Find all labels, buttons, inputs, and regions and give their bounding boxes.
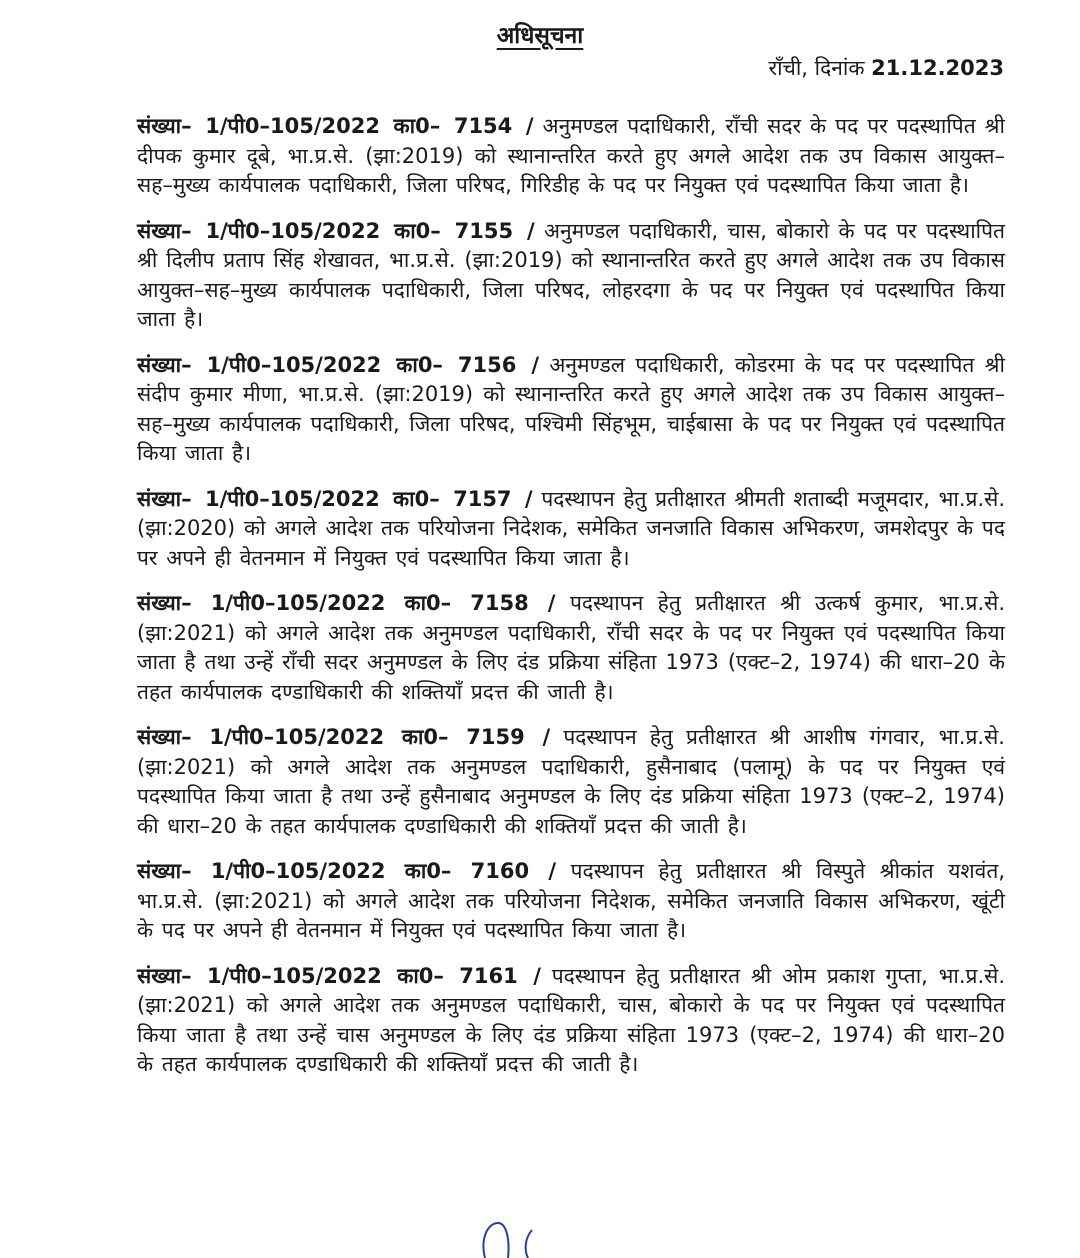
order-text: पदस्थापन हेतु प्रतीक्षारत श्रीमती शताब्दी मजूमदार, भा.प्र.से. (झा:2020) को अगले आदेश तक परियोजना निदेशक, समेकित जनजाति विकास अभिकरण, जमशेदपुर के पद पर अपने ही वेतनमान में नियुक्त एवं पदस्थापित किया जाता है।: [137, 486, 1005, 570]
order-paragraph: [137, 485, 1005, 574]
order-text: अनुमण्डल पदाधिकारी, राँची सदर के पद पर पदस्थापित श्री दीपक कुमार दूबे, भा.प्र.से. (झा:2019) को स्थानान्तरित करते हुए अगले आदेश तक उप विकास आयुक्त–सह–मुख्य कार्यपालक पदाधिकारी, जिला परिषद, गिरिडीह के पद पर नियुक्त एवं पदस्थापित किया जाता है।: [137, 114, 1005, 197]
order-reference: संख्या– 1/पी0–105/2022 का0– 7155 /: [137, 218, 535, 243]
order-text: अनुमण्डल पदाधिकारी, चास, बोकारो के पद पर पदस्थापित श्री दिलीप प्रताप सिंह शेखावत, भा.प्र.से. (झा:2019) को स्थानान्तरित करते हुए अगले आदेश तक उप विकास आयुक्त–सह–मुख्य कार्यपालक पदाधिकारी, जिला परिषद, लोहरदगा के पद पर नियुक्त एवं पदस्थापित किया जाता है।: [137, 218, 1005, 331]
order-reference: संख्या– 1/पी0–105/2022 का0– 7159 /: [137, 725, 551, 749]
order-paragraph: [137, 217, 1005, 335]
order-text: अनुमण्डल पदाधिकारी, कोडरमा के पद पर पदस्थापित श्री संदीप कुमार मीणा, भा.प्र.से. (झा:2019) को स्थानान्तरित करते हुए अगले आदेश तक उप विकास आयुक्त–सह–मुख्य कार्यपालक पदाधिकारी, जिला परिषद, पश्चिमी सिंहभूम, चाईबासा के पद पर नियुक्त एवं पदस्थापित किया जाता है।: [137, 352, 1005, 465]
order-reference: संख्या– 1/पी0–105/2022 का0– 7157 /: [137, 486, 533, 511]
order-text: पदस्थापन हेतु प्रतीक्षारत श्री ओम प्रकाश गुप्ता, भा.प्र.से. (झा:2021) को अगले आदेश तक अनुमण्डल पदाधिकारी, चास, बोकारो के पद पर नियुक्त एवं पदस्थापित किया जाता है तथा उन्हें चास अनुमण्डल के लिए दंड प्रक्रिया संहिता 1973 (एक्ट–2, 1974) की धारा–20 के तहत कार्यपालक दण्डाधिकारी की शक्तियाँ प्रदत्त की जाती है।: [137, 963, 1006, 1076]
order-paragraph: [137, 589, 1005, 707]
order-reference: संख्या– 1/पी0–105/2022 का0– 7158 /: [137, 591, 556, 615]
date: 21.12.2023: [871, 56, 1004, 80]
order-text: पदस्थापन हेतु प्रतीक्षारत श्री आशीष गंगवार, भा.प्र.से. (झा:2021) को अगले आदेश तक अनुमण्डल पदाधिकारी, हुसैनाबाद (पलामू) के पद पर नियुक्त एवं पदस्थापित किया जाता है तथा उन्हें हुसैनाबाद अनुमण्डल के लिए दंड प्रक्रिया संहिता 1973 (एक्ट–2, 1974) की धारा–20 के तहत कार्यपालक दण्डाधिकारी की शक्तियाँ प्रदत्त की जाती है।: [137, 725, 1005, 838]
order-text: पदस्थापन हेतु प्रतीक्षारत श्री उत्कर्ष कुमार, भा.प्र.से. (झा:2021) को अगले आदेश तक अनुमण्डल पदाधिकारी, राँची सदर के पद पर नियुक्त एवं पदस्थापित किया जाता है तथा उन्हें राँची सदर अनुमण्डल के लिए दंड प्रक्रिया संहिता 1973 (एक्ट–2, 1974) की धारा–20 के तहत कार्यपालक दण्डाधिकारी की शक्तियाँ प्रदत्त की जाती है।: [137, 591, 1005, 704]
order-reference: संख्या– 1/पी0–105/2022 का0– 7154 /: [137, 114, 534, 138]
notification-body: [137, 112, 1005, 1096]
order-text: पदस्थापन हेतु प्रतीक्षारत श्री विस्पुते श्रीकांत यशवंत, भा.प्र.से. (झा:2021) को अगले आदेश तक परियोजना निदेशक, समेकित जनजाति विकास अभिकरण, खूंटी के पद पर अपने ही वेतनमान में नियुक्त एवं पदस्थापित किया जाता है।: [137, 859, 1005, 942]
order-reference: संख्या– 1/पी0–105/2022 का0– 7161 /: [137, 963, 541, 988]
order-paragraph: [137, 351, 1005, 469]
order-reference: संख्या– 1/पी0–105/2022 का0– 7160 /: [137, 859, 556, 883]
order-paragraph: [137, 112, 1005, 201]
order-paragraph: [137, 962, 1005, 1080]
order-paragraph: [137, 857, 1005, 946]
order-paragraph: [137, 723, 1005, 841]
notification-title: अधिसूचना: [496, 23, 584, 49]
place-date: राँची, दिनांक 21.12.2023: [768, 56, 1004, 80]
signature: [470, 1218, 590, 1258]
order-reference: संख्या– 1/पी0–105/2022 का0– 7156 /: [137, 352, 539, 377]
